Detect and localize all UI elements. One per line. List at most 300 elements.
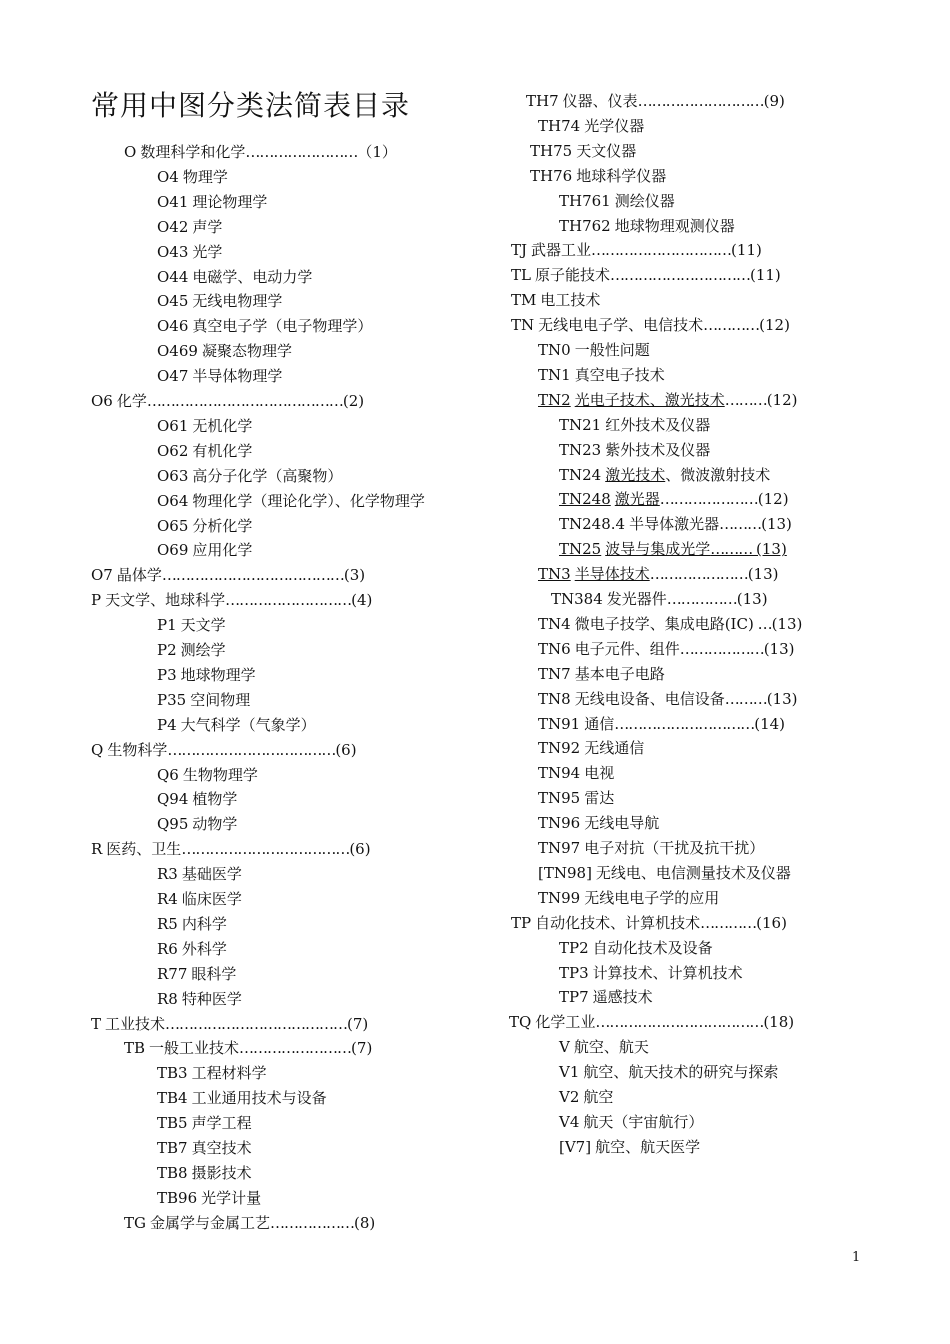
toc-entry-code: TN6 [538,639,571,658]
toc-entry [157,240,222,265]
toc-entry-code: TN97 [538,839,581,857]
toc-entry [157,215,222,240]
toc-entry-code: TB96 [157,1188,198,1207]
toc-entry [538,388,798,413]
toc-entry-dots: ……… [724,689,767,708]
toc-entry-code: O45 [157,292,189,311]
toc-entry-code: TN0 [538,341,571,359]
toc-entry-code: R [91,840,103,859]
toc-entry-code: TN25 [559,540,602,559]
toc-entry [157,414,252,439]
toc-entry-title: 外科学 [181,939,227,958]
toc-entry [511,263,781,288]
toc-entry [157,1186,261,1211]
toc-entry-dots: ……………………… [637,92,764,110]
toc-entry-title: 自动化技术及设备 [592,938,713,957]
toc-entry [157,538,252,563]
toc-entry-title: 波导与集成光学 [605,540,711,559]
toc-entry-page: (4) [351,591,373,610]
toc-entry [538,836,764,861]
toc-entry-dots: … [753,614,772,633]
toc-entry-title: 电工技术 [540,291,601,310]
toc-entry [538,338,650,363]
toc-entry-code: TN248 [559,490,611,509]
toc-entry-title: 化学 [116,392,147,410]
toc-entry-title: 晶体学 [116,566,162,585]
toc-entry-code: R77 [157,964,188,983]
toc-entry-code: TM [511,291,537,310]
toc-entry-page: (13) [761,515,792,534]
toc-entry [559,487,789,512]
toc-entry-code: TJ [511,241,528,260]
toc-entry-title: 真空电子技术 [574,365,665,384]
toc-entry [559,413,710,438]
toc-entry-dots: ………… [700,913,757,932]
toc-entry-code: TQ [509,1013,532,1032]
toc-entry-title: 光学计量 [201,1188,262,1207]
toc-entry-code: TH74 [538,116,581,135]
toc-entry-code: P35 [157,690,187,709]
toc-entry-code: R5 [157,914,178,933]
toc-entry [559,1135,700,1160]
toc-entry [157,713,316,738]
toc-entry-code: O44 [157,267,189,286]
toc-entry [538,886,719,911]
toc-entry-title: 测绘学 [180,641,226,659]
toc-entry-title: 化学工业 [535,1013,596,1032]
toc-entry-page: (11) [749,266,781,285]
toc-entry [157,190,267,215]
toc-entry-title: 遥感技术 [592,988,653,1007]
toc-entry-title: 天文仪器 [576,141,637,160]
toc-entry-code: Q95 [157,815,189,834]
toc-entry [538,562,779,587]
toc-entry [538,612,802,637]
toc-entry-title: 武器工业 [531,241,592,260]
toc-entry [511,313,790,338]
toc-entry-title: 真空电子学（电子物理学） [192,317,373,336]
toc-entry [157,862,242,887]
toc-entry-code: O6 [91,392,113,410]
toc-entry-code: TN95 [538,789,581,808]
toc-entry-title: 眼科学 [191,964,237,983]
toc-entry-code: O63 [157,466,189,485]
toc-entry-dots: ……………… [679,639,764,658]
toc-entry [559,1060,778,1085]
toc-entry-title: 一般性问题 [574,341,650,359]
toc-entry [530,164,666,189]
toc-entry [157,514,252,539]
toc-entry-title: 地球物理观测仪器 [614,216,735,235]
toc-entry-dots: …………………………………… [146,392,343,410]
toc-entry-code: TN [511,316,535,335]
toc-entry-code: V1 [559,1063,580,1082]
toc-entry-code: O46 [157,317,189,336]
toc-entry-code: V2 [559,1088,580,1106]
toc-entry-dots: ………………… [649,565,748,584]
toc-entry-title: 基本电子电路 [574,664,665,683]
toc-entry-title: 微电子技学、集成电路(IC) [574,614,754,633]
toc-entry [559,961,743,986]
toc-entry-code: TN3 [538,565,571,584]
toc-entry [559,1085,613,1110]
toc-entry [157,489,425,514]
toc-entry-code: TN96 [538,814,581,833]
toc-entry-title: 无线电导航 [584,814,660,833]
toc-entry-title: 光学仪器 [584,116,645,135]
toc-entry [538,662,665,687]
toc-entry-code: TN91 [538,714,581,733]
toc-entry-code: [TN98] [538,863,592,882]
toc-entry-page: (14) [754,714,786,733]
toc-entry-page: (7) [347,1014,369,1033]
toc-entry-title: 测绘仪器 [614,191,675,210]
toc-entry [538,861,791,886]
toc-entry-title: 摄影技术 [191,1163,252,1182]
toc-entry [538,736,644,761]
toc-entry-code: TN248.4 [559,515,626,534]
toc-entry-code: R8 [157,989,178,1008]
toc-entry-code: TN1 [538,365,571,384]
toc-entry [157,887,242,912]
toc-entry-code: TN384 [551,590,603,608]
toc-entry-code: V4 [559,1112,580,1131]
toc-entry [157,1161,252,1186]
toc-entry-dots: ……………………………… [595,1013,764,1032]
toc-entry-code: TB5 [157,1114,188,1133]
toc-entry [538,637,795,662]
toc-entry [559,537,787,562]
toc-entry [157,937,227,962]
toc-entry [157,688,250,713]
toc-entry-code: TN7 [538,664,571,683]
toc-entry-title: 航空 [583,1088,614,1106]
toc-entry-dots: ……… [710,540,757,559]
toc-entry-page: (11) [731,241,762,260]
toc-entry-title: 声学 [192,217,223,236]
toc-entry [91,563,365,588]
toc-entry-code: TN8 [538,689,571,708]
toc-entry-title: 紫外技术及仪器 [605,440,711,459]
toc-entry [157,1086,327,1111]
toc-entry [538,114,644,139]
toc-entry-title: 内科学 [181,914,227,933]
toc-entry [511,288,600,313]
toc-entry-title: 大气科学（气象学） [180,715,316,734]
toc-entry [124,140,397,165]
toc-entry-title: 光电子技术、激光技术 [574,390,725,409]
toc-entry-title: 航空、航天 [573,1038,649,1057]
toc-entry [157,962,236,987]
toc-entry-dots: …………… [666,590,737,608]
toc-entry-page: (12) [757,490,789,509]
toc-entry-code: TP7 [559,988,589,1007]
toc-entry-code: TG [124,1213,146,1232]
toc-entry-code: TN92 [538,739,581,758]
toc-entry-code: TN94 [538,764,581,783]
toc-entry-code: Q6 [157,765,179,784]
toc-entry [91,738,357,763]
toc-entry-title: 半导体激光器 [629,515,720,534]
toc-entry [157,339,292,364]
toc-entry-title: 无线通信 [584,739,645,758]
toc-entry-code: Q94 [157,790,189,809]
toc-entry-page: (13) [763,639,795,658]
toc-entry [538,811,659,836]
toc-entry [157,987,242,1012]
toc-entry-code: TB4 [157,1089,188,1108]
toc-entry-code: O61 [157,416,189,435]
toc-entry-title: 真空技术 [191,1139,252,1157]
toc-entry-page: (18) [763,1013,795,1032]
toc-entry-title: 半导体技术 [574,565,650,584]
toc-entry [526,89,785,114]
toc-entry-code: T [91,1014,102,1033]
toc-entry-title: 空间物理 [190,690,251,709]
toc-entry-code: O62 [157,441,189,460]
toc-entry-code: P4 [157,715,177,734]
toc-entry [538,786,614,811]
toc-entry-code: P1 [157,616,177,635]
toc-entry-page: （1） [357,143,397,161]
toc-entry-code: TN99 [538,888,581,907]
toc-entry [559,512,792,537]
toc-entry-title: 数理科学和化学 [140,143,246,161]
toc-entry-title: 生物物理学 [182,765,258,784]
toc-entry-title: 天文学 [180,616,226,635]
toc-entry-title: 计算技术、计算机技术 [592,963,743,982]
toc-entry [538,712,785,737]
toc-entry [511,911,787,936]
toc-entry-title: 有机化学 [192,441,253,460]
toc-entry-title: 原子能技术 [534,266,610,285]
toc-entry-title: 工程材料学 [191,1064,267,1083]
toc-entry-title: 凝聚态物理学 [201,342,292,361]
toc-entry [157,763,258,788]
toc-entry [559,189,675,214]
toc-entry-title: 应用化学 [192,541,253,560]
toc-entry-title: 无线电电子学、电信技术 [538,316,704,335]
toc-entry-code: O69 [157,541,189,560]
toc-entry-page: (2) [342,392,365,410]
toc-entry [157,265,312,290]
toc-entry-code: O4 [157,167,179,186]
toc-entry-title: 天文学、地球科学 [105,591,226,610]
toc-entry [559,1110,703,1135]
toc-entry-page: (13) [747,565,779,584]
toc-entry-code: O42 [157,217,189,236]
toc-entry-dots: …………………… [239,1039,352,1058]
toc-entry-code: O64 [157,491,189,510]
toc-entry-title: 半导体物理学 [192,367,283,386]
toc-entry-page: (13) [771,614,803,633]
toc-entry [157,165,228,190]
toc-entry-code: P3 [157,665,177,684]
toc-entry-page: (16) [756,913,787,932]
toc-entry-title: 医药、卫生 [106,840,182,859]
toc-entry-title: 物理化学（理论化学）、化学物理学 [192,491,425,510]
toc-entry [157,439,252,464]
toc-entry [559,463,770,488]
toc-entry-page: (8) [354,1213,376,1232]
toc-entry-code: P2 [157,641,177,659]
toc-entry-title: 光学 [192,242,223,261]
toc-entry-title: 无机化学 [192,416,253,435]
toc-entry [509,1010,794,1035]
toc-entry-code: O43 [157,242,189,261]
toc-entry [538,761,614,786]
toc-entry-code: TB7 [157,1139,188,1157]
toc-entry [91,837,371,862]
toc-entry-dots: ……………… [270,1213,355,1232]
toc-entry-title: 电视 [584,764,615,783]
toc-entry-title: 生物科学 [107,740,168,759]
toc-entry-page: (12) [766,390,798,409]
toc-entry-dots: ………………………… [609,266,750,285]
toc-entry-dots: ………………………… [591,241,732,260]
toc-entry [559,985,653,1010]
toc-entry-title: 工业技术 [105,1014,166,1033]
toc-entry-dots: ……………………… [225,591,352,610]
toc-entry [559,214,735,239]
toc-entry-title: 地球科学仪器 [576,166,667,185]
toc-entry-page: (9) [763,92,785,110]
toc-entry-dots: ………………………………… [161,566,344,585]
toc-entry-page: (6) [349,840,371,859]
toc-entry-title: 电子对抗（干扰及抗干扰） [584,839,765,857]
toc-entry-title: 激光器 [614,490,660,509]
toc-entry [511,238,762,263]
toc-entry-title: 动物学 [192,815,238,834]
toc-entry-title: 无线电、电信测量技术及仪器 [595,863,791,882]
toc-entry-title: 航空、航天技术的研究与探索 [583,1063,779,1082]
toc-entry [157,289,282,314]
toc-entry-code: O469 [157,342,198,361]
toc-entry-code: TP [511,913,532,932]
toc-entry-title: 高分子化学（高聚物） [192,466,343,485]
toc-entry [91,1012,368,1037]
toc-entry [124,1211,375,1236]
toc-entry-dots: ………………………… [614,714,755,733]
toc-entry-code: TL [511,266,531,285]
toc-entry-code: TP3 [559,963,589,982]
toc-entry-code: TN24 [559,465,602,484]
toc-entry [538,363,665,388]
toc-entry-code: R3 [157,865,178,884]
toc-entry-title: 航空、航天医学 [595,1137,701,1156]
toc-entry-dots: …………………… [245,143,358,161]
toc-entry-code: Q [91,740,104,759]
toc-entry [157,464,342,489]
toc-entry-title: 临床医学 [181,890,242,908]
toc-entry-page: (6) [335,740,357,759]
toc-entry-code: TH762 [559,216,611,235]
toc-entry-code: O [124,143,137,161]
toc-entry [157,912,227,937]
toc-entry-title: 金属学与金属工艺 [150,1213,271,1232]
toc-entry [559,438,710,463]
toc-entry-code: O41 [157,192,189,211]
toc-entry-code: V [559,1038,570,1057]
toc-entry-code: TH76 [530,166,573,185]
toc-entry [124,1036,372,1061]
toc-entry-title: 电子元件、组件 [574,639,680,658]
toc-entry-code: TN2 [538,390,571,409]
toc-entry-code: O7 [91,566,113,585]
toc-entry [559,1035,649,1060]
toc-entry-title: 通信 [584,714,615,733]
toc-entry-dots: ……… [719,515,762,534]
toc-entry-page: (13) [756,540,787,559]
toc-entry-code: TP2 [559,938,589,957]
toc-entry-page: (13) [766,689,798,708]
toc-entry-page: (3) [343,566,366,585]
toc-entry [157,1111,252,1136]
page-title: 常用中图分类法简表目录 [91,89,411,122]
toc-entry-title: 理论物理学 [192,192,268,211]
toc-entry-code: TN23 [559,440,602,459]
toc-entry-title: 雷达 [584,789,615,808]
toc-entry-code: TH75 [530,141,573,160]
toc-entry-title: 植物学 [192,790,238,809]
toc-entry-dots: ………………… [659,490,758,509]
toc-entry [559,936,713,961]
page-number: 1 [852,1250,861,1265]
toc-entry [91,389,364,414]
toc-entry-title: 电磁学、电动力学 [192,267,313,286]
toc-entry-code: TH761 [559,191,611,210]
toc-entry-code: P [91,591,102,610]
toc-entry-title: 工业通用技术与设备 [191,1089,327,1108]
toc-entry [551,587,768,612]
toc-entry-page: (12) [759,316,790,335]
toc-entry [157,663,256,688]
toc-entry-title: 航天（宇宙航行） [583,1112,704,1131]
toc-entry [157,812,237,837]
toc-entry-dots: ……………………………… [167,740,336,759]
toc-entry-title: 仪器、仪表 [562,92,638,110]
toc-entry-code: R4 [157,890,178,908]
toc-entry-title: 无线电设备、电信设备 [574,689,725,708]
toc-entry-code: O65 [157,516,189,535]
toc-entry [157,787,237,812]
toc-entry-title: 激光技术、微波激射技术 [605,465,771,484]
toc-entry-title: 红外技术及仪器 [605,415,711,434]
toc-entry-code: TN21 [559,415,602,434]
toc-entry [157,1061,267,1086]
toc-entry-dots: ………………………………… [165,1014,348,1033]
toc-entry-dots: ………… [703,316,760,335]
toc-entry-title: 特种医学 [181,989,242,1008]
toc-entry-title: 一般工业技术 [149,1039,240,1058]
toc-entry-code: TB [124,1039,146,1058]
toc-entry-page: (13) [736,590,768,608]
toc-entry [157,1136,252,1161]
toc-entry [157,638,226,663]
toc-entry-title: 物理学 [182,167,228,186]
toc-entry [538,687,798,712]
toc-entry-title: 无线电物理学 [192,292,283,311]
toc-entry [91,588,372,613]
toc-entry-title: 声学工程 [191,1114,252,1133]
toc-entry [530,139,636,164]
toc-entry-code: TB8 [157,1163,188,1182]
toc-entry [157,364,282,389]
toc-entry-dots: ……………………………… [181,840,350,859]
toc-entry [157,613,226,638]
toc-entry-code: TH7 [526,92,559,110]
toc-entry-title: 分析化学 [192,516,253,535]
